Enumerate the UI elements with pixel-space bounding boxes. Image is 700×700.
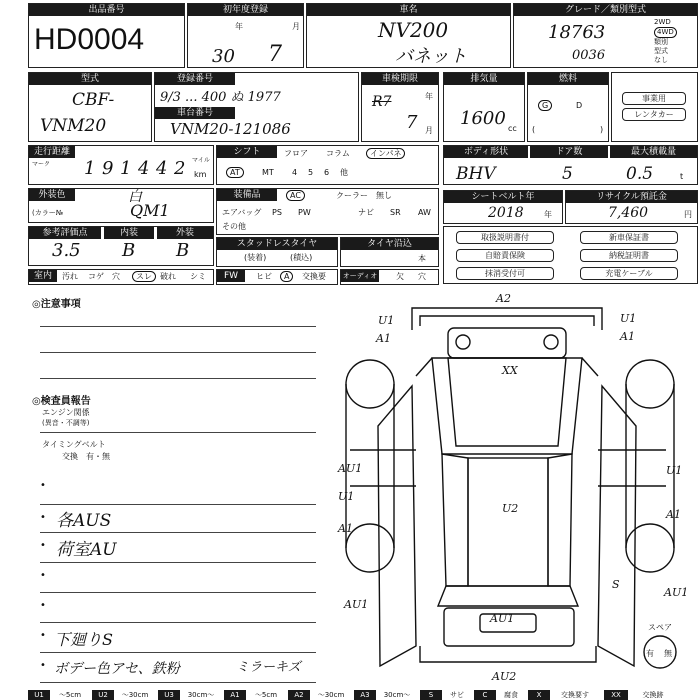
shift-column[interactable]: コラム [326,149,350,158]
timing-label: タイミングベルト [42,440,106,449]
damage-mark: U1 [620,312,637,325]
mileage-digit: 4 [156,158,168,179]
chassis-value: VNM20-121086 [170,120,291,138]
color-value: 白 [128,189,142,205]
spare-yes[interactable]: 有 [646,649,654,658]
recycle-unit: 円 [684,210,692,219]
bullet: • [40,600,46,611]
damage-mark: A2 [496,292,511,305]
legend-value: ～5cm [254,691,278,699]
legend-key: A2 [288,690,310,700]
note-row [40,504,316,533]
drive-class: 類別 [654,38,668,46]
exterior-value: B [176,240,190,261]
bullet: • [40,570,46,581]
lot-label: 出品番号 [29,4,184,16]
rear-gate [438,586,578,606]
inspection-year: R7 [372,94,392,110]
rear-bumper [420,646,596,662]
note-text: ボデー色アセ、鉄粉 [54,661,180,677]
caution-line [40,378,316,379]
legend-key: U3 [158,690,180,700]
legend-key: XX [604,690,628,700]
color-code-value: QM1 [130,201,170,220]
door-label: ドア数 [530,146,608,158]
car-diagram [320,286,700,688]
legend-value: 交換要す [561,691,589,699]
mileage-mark: マーク [32,161,51,168]
first-reg-year-unit: 年 [235,22,243,31]
shift-instpanel[interactable]: インパネ [366,148,405,160]
shift-4[interactable]: 4 [292,168,298,177]
color-code-label: (カラー№ [32,209,64,217]
inspection-month-unit: 月 [425,126,433,135]
warranty-button[interactable]: 新車保証書 [580,231,678,244]
mileage-digit: 1 [84,158,96,179]
fuel-gasoline[interactable]: G [538,100,552,112]
mileage-digit: 4 [138,158,150,179]
color-label: 外装色 [29,189,75,201]
bullet: • [40,512,46,523]
wheel-front-right [626,360,674,408]
inspection-month: 7 [406,112,418,133]
belt-unit: 年 [544,210,552,219]
damage-mark: A1 [338,522,353,535]
legend-value: 30cm～ [187,691,215,699]
shift-other[interactable]: 他 [340,168,348,177]
report-title: ◎検査員報告 [32,396,91,407]
chassis-label: 車台番号 [155,107,235,119]
capacity-value: 0.5 [626,164,654,184]
drive-options [654,18,694,65]
cc-unit: cc [508,124,517,133]
room-stain[interactable]: シミ [190,272,206,281]
door-value: 5 [562,164,573,184]
room-scuff[interactable]: スレ [132,271,156,283]
spare-no[interactable]: 無 [664,649,672,658]
fuel-diesel[interactable]: D [576,101,583,110]
audio-label: オーディオ [342,272,378,280]
drive-4wd: 4WD [654,27,677,38]
audio-hole[interactable]: 穴 [418,272,426,281]
legend-value: 30cm～ [383,691,411,699]
first-reg-year: 30 [212,46,235,67]
belt-label: シートベルト年 [444,191,562,203]
studless-loaded[interactable]: (積込) [290,253,313,262]
manual-button[interactable]: 取扱説明書付 [456,231,554,244]
recycle-value: 7,460 [608,205,649,221]
damage-mark: A1 [666,508,681,521]
equip-label: 装備品 [217,189,277,201]
legend-key: C [474,690,496,700]
roof-panel [468,458,548,586]
damage-mark: AU2 [492,670,517,683]
inspection-label: 車検期限 [362,73,438,85]
insurance-button[interactable]: 自賠責保険 [456,249,554,262]
legend-value: 腐食 [504,691,518,699]
timing-options: 交換 有・無 [62,452,110,461]
equip-navi[interactable]: ナビ [358,208,374,217]
wheel-rear-left [346,524,394,572]
studless-label: スタッドレスタイヤ [217,238,337,250]
spare-label: スペア [648,623,672,632]
equip-ps[interactable]: PS [272,208,282,217]
car-model: バネット [395,46,467,67]
room-hole[interactable]: 穴 [112,272,120,281]
legend-value: ～30cm [317,691,345,699]
grade-value-2: 0036 [572,48,606,63]
mileage-digit: 9 [102,158,114,179]
legend-value: ～30cm [121,691,149,699]
report-line [40,432,316,433]
equip-sr[interactable]: SR [390,208,401,217]
mileage-digit: 1 [120,158,132,179]
note-row [40,562,316,593]
headlight-left [456,335,470,349]
bullet: • [40,480,46,491]
equip-none[interactable]: 無し [376,191,392,200]
studless-mounted[interactable]: (装着) [244,253,267,262]
shift-6[interactable]: 6 [324,168,330,177]
mileage-digit: 2 [174,158,186,179]
front-bumper [412,308,602,330]
mirror-note: ミラーキズ [236,660,301,675]
room-tear[interactable]: 破れ [160,272,176,281]
damage-mark: XX [502,364,518,377]
belt-value: 2018 [488,205,524,221]
legend-key: S [420,690,442,700]
reg-no-value: 9/3 ... 400 ぬ 1977 [160,90,281,105]
bullet: • [40,540,46,551]
shift-label: シフト [217,146,277,158]
wheel-rear-right [626,524,674,572]
damage-mark: AU1 [490,612,515,625]
room-dirt[interactable]: 汚れ [62,272,78,281]
damage-mark: A1 [620,330,635,343]
fuel-paren-close: ) [600,125,604,134]
shift-floor[interactable]: フロア [284,149,308,158]
note-row [40,478,316,505]
grade-label: グレード／類別型式 [514,4,697,16]
fuel-label: 燃料 [528,73,608,85]
first-reg-label: 初年度登録 [188,4,303,16]
equip-airbag[interactable]: エアバッグ [222,208,262,217]
inspection-year-unit: 年 [425,92,433,101]
note-text: 各AUS [56,511,112,531]
note-row [40,652,316,683]
note-text: 荷室AU [56,540,117,560]
damage-mark: U1 [378,314,395,327]
recycle-label: リサイクル預託金 [566,191,697,203]
note-text: 下廻りS [54,630,113,649]
damage-mark: AU1 [664,586,689,599]
caution-line [40,352,316,353]
legend-value: サビ [450,691,464,699]
capacity-unit: t [680,172,684,181]
mileage-digits [76,158,190,180]
mileage-unit-km: km [194,170,207,179]
displacement-value: 1600 [460,108,506,129]
type-value-2: VNM20 [40,116,107,136]
drive-2wd: 2WD [654,18,671,26]
note-row [40,592,316,623]
mileage-unit-mile: マイル [192,157,210,164]
first-reg-month-unit: 月 [292,22,300,31]
tax-cert-button[interactable]: 納税証明書 [580,249,678,262]
eval-label: 参考評価点 [29,227,101,239]
fw-label: FW [217,270,245,282]
business-box [611,72,698,142]
lot-number: HD0004 [34,23,145,56]
audio-missing[interactable]: 欠 [396,272,404,281]
business-use-button[interactable]: 事業用 [622,92,686,105]
fuel-paren-open: ( [532,125,536,134]
type-value-1: CBF- [72,90,115,110]
car-name: NV200 [378,18,449,42]
caution-line [40,326,316,327]
damage-mark: S [612,578,620,591]
grade-value: 18763 [548,22,606,43]
hood-panel [448,328,566,358]
tire-value: 本 [418,254,426,263]
fw-crack[interactable]: ヒビ [256,272,272,281]
legend-key: A1 [224,690,246,700]
interior-value: B [122,240,136,261]
room-burn[interactable]: コゲ [88,272,104,281]
type-label: 型式 [29,73,151,85]
damage-mark: U2 [502,502,519,515]
legend-bar [28,690,700,700]
reg-no-label: 登録番号 [155,73,235,85]
legend-value: 交換跡 [642,691,664,699]
shift-5[interactable]: 5 [308,168,314,177]
room-label: 室内 [29,270,57,282]
legend-key: U2 [92,690,114,700]
fw-a[interactable]: A [280,271,293,283]
eval-value: 3.5 [52,240,81,261]
bullet: • [40,630,46,641]
fw-replace[interactable]: 交換要 [302,272,326,281]
equip-aw[interactable]: AW [418,208,431,217]
note-row [40,622,316,653]
damage-mark: AU1 [338,462,363,475]
headlight-right [544,335,558,349]
tire-label: タイヤ沿込 [341,238,438,250]
equip-other: その他 [222,222,246,231]
note-row [40,532,316,563]
damage-mark: U1 [338,490,355,503]
damage-mark: AU1 [344,598,369,611]
engine-label: エンジン関係 [42,408,90,417]
drive-type: 型式 [654,47,668,55]
wheel-front-left [346,360,394,408]
legend-value: ～5cm [58,691,82,699]
exterior-label: 外装 [157,227,213,239]
interior-label: 内装 [104,227,154,239]
equip-pw[interactable]: PW [298,208,311,217]
engine-sub: (異音・不調等) [42,419,90,427]
charge-cable-button[interactable]: 充電ケーブル [580,267,678,280]
drive-none: なし [654,56,668,64]
legend-key: A3 [354,690,376,700]
equip-cooler[interactable]: クーラー [336,191,368,200]
car-name-label: 車名 [307,4,510,16]
legend-key: U1 [28,690,50,700]
displacement-label: 排気量 [444,73,524,85]
first-reg-month: 7 [268,42,282,67]
body-label: ボディ形状 [444,146,528,158]
equip-ac[interactable]: AC [286,190,305,202]
bullet: • [40,660,46,671]
mileage-label: 走行距離 [29,146,75,158]
shift-mt[interactable]: MT [262,168,274,177]
deregister-button[interactable]: 抹消受付可 [456,267,554,280]
legend-key: X [528,690,550,700]
caution-title: ◎注意事項 [32,299,81,310]
shift-at[interactable]: AT [226,167,244,179]
damage-mark: U1 [666,464,683,477]
damage-mark: A1 [376,332,391,345]
capacity-label: 最大積載量 [610,146,697,158]
body-value: BHV [456,164,496,184]
rental-car-button[interactable]: レンタカー [622,108,686,121]
